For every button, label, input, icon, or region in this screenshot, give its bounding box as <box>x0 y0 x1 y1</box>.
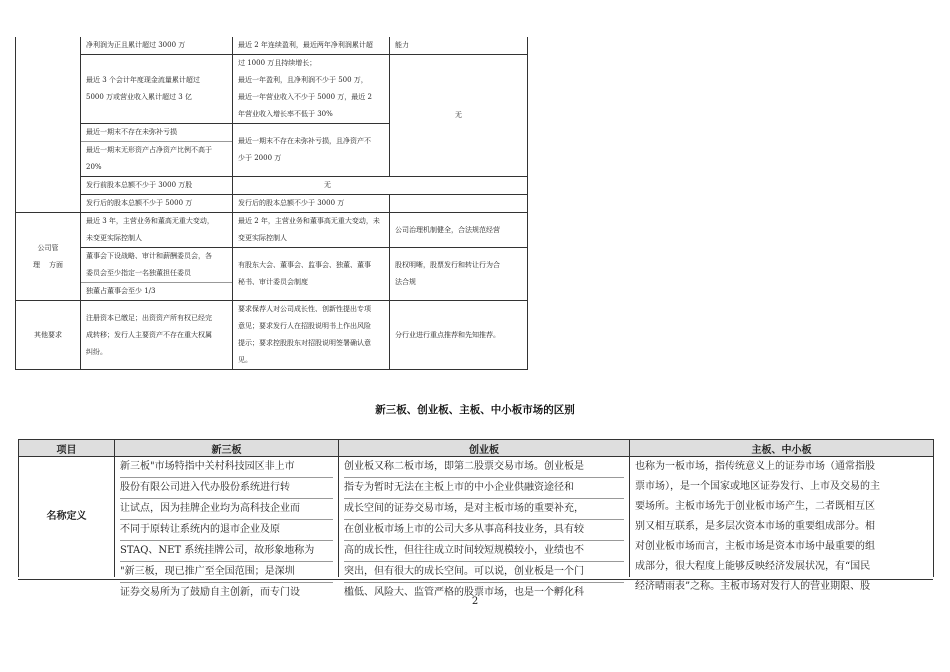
table-row <box>16 55 528 124</box>
cell-line: 要求保荐人对公司成长性、创新性提出专项 <box>238 305 371 313</box>
cell-line: 法合规 <box>395 278 416 286</box>
cell-line: 见。 <box>238 356 252 364</box>
cell-line: 在创业板市场上市的公司大多从事高科技业务，具有较 <box>344 520 624 541</box>
table-row <box>16 177 528 195</box>
column-header: 创业板 <box>339 440 630 457</box>
cell-line: 指专为暂时无法在主板上市的中小企业供融资途径和 <box>344 478 624 499</box>
table-cell <box>233 248 390 301</box>
table-row <box>19 457 934 578</box>
cell-line: 最近一期末不存在未弥补亏损 <box>81 124 232 142</box>
cell-text <box>635 457 928 592</box>
table-cell <box>233 55 390 124</box>
page-number: 2 <box>471 596 479 607</box>
cell-line: STAQ、NET 系统挂牌公司，故形象地称为 <box>120 541 333 562</box>
table-cell: 分行业进行重点推荐和先知推荐。 <box>390 301 528 370</box>
cell-line: 最近一年营业收入不少于 5000 万，最近 2 <box>238 93 372 101</box>
cell-line: 有股东大会、董事会、监事会、独董、董事 <box>238 261 371 269</box>
label-line: 公司管 <box>37 243 59 252</box>
table-cell: 无 <box>390 55 528 177</box>
table-cell: 公司治理机制健全，合法规范经营 <box>390 213 528 248</box>
cell-line: 成转移；发行人主要资产不存在重大权属 <box>86 330 212 339</box>
column-header: 新三板 <box>115 440 339 457</box>
cell-line: 也称为一板市场，指传统意义上的证券市场（通常指股 <box>635 461 875 472</box>
table-cell-xinsanban <box>115 457 339 598</box>
table-cell <box>81 301 233 370</box>
cell-line: 变更实际控制人 <box>238 234 287 242</box>
cell-line: 意见；要求发行人在招股说明书上作出风险 <box>238 322 371 330</box>
table-cell: 发行后的股本总额不少于 3000 万 <box>233 195 390 213</box>
row-label-cell <box>16 37 81 213</box>
table-cell: 净利润为正且累计超过 3000 万 <box>81 37 233 55</box>
table-cell <box>81 55 233 124</box>
cell-line: 5000 万或营业收入累计超过 3 亿 <box>86 93 192 101</box>
cell-line: 让试点，因为挂牌企业均为高科技企业而 <box>120 499 333 520</box>
cell-line: 董事会下设战略、审计和薪酬委员会，各 <box>86 252 212 260</box>
cell-line: 证券交易所为了鼓励自主创新，而专门设 <box>120 587 300 598</box>
cell-line: 成部分，很大程度上能够反映经济发展状况，有“国民 <box>635 561 871 572</box>
cell-line: 年营业收入增长率不低于 30% <box>238 110 333 118</box>
cell-line: 最近 2 年，主营业务和董事高无重大变动，未 <box>238 217 380 225</box>
cell-line: 最近一年盈利，且净利润不少于 500 万， <box>238 76 368 84</box>
cell-text <box>344 457 624 598</box>
cell-line: 票市场），是一个国家或地区证券发行、上市及交易的主 <box>635 481 880 492</box>
listing-requirements-table <box>15 37 528 370</box>
cell-line: 最近 3 年，主营业务和董高无重大变动， <box>86 217 214 225</box>
cell-line: 最近 3 个会计年度现金流量累计超过 <box>86 76 200 84</box>
cell-line: 少于 2000 万 <box>238 154 282 162</box>
cell-line: 对创业板市场而言，主板市场是资本市场中最重要的组 <box>635 541 875 552</box>
table-cell <box>390 248 528 301</box>
table-row <box>16 37 528 55</box>
table-row <box>16 213 528 248</box>
table-row <box>16 195 528 213</box>
cell-line: 过 1000 万且持续增长； <box>238 59 317 67</box>
other-label: 其他要求 <box>16 301 81 370</box>
cell-line: 股份有限公司进入代办股份系统进行转 <box>120 478 333 499</box>
cell-line: 未变更实际控制人 <box>86 234 142 242</box>
table-cell: 能力 <box>390 37 528 55</box>
cell-line: 创业板又称二板市场，即第二股票交易市场。创业板是 <box>344 457 624 478</box>
cell-line: 提示；要求控股股东对招股说明签署确认意 <box>238 339 371 347</box>
cell-line: 20% <box>86 163 102 171</box>
cell-line: 突出，但有很大的成长空间。可以说，创业板是一个门 <box>344 562 624 583</box>
table-cell: 最近 2 年连续盈利，最近两年净利润累计超 <box>233 37 390 55</box>
table-cell <box>81 124 233 177</box>
cell-text <box>120 457 333 598</box>
table-cell <box>390 195 528 213</box>
section-title: 新三板、创业板、主板、中小板市场的区别 <box>375 404 575 416</box>
cell-line: 要场所。主板市场先于创业板市场产生，二者既相互区 <box>635 501 875 512</box>
market-comparison-table <box>18 439 934 598</box>
cell-line: 秘书、审计委员会制度 <box>238 278 308 286</box>
table-cell <box>81 248 233 301</box>
cell-line: 高的成长性，但往往成立时间较短规模较小，业绩也不 <box>344 541 624 562</box>
cell-line: 独董占董事会至少 1/3 <box>86 287 156 295</box>
cell-line: 最近一期末无形资产占净资产比例不高于 <box>86 146 212 154</box>
cell-line: 最近一期末不存在未弥补亏损，且净资产不 <box>238 137 371 145</box>
cell-line: 别又相互联系，是多层次资本市场的重要组成部分。相 <box>635 521 875 532</box>
cell-line: 新三板"市场特指中关村科技园区非上市 <box>120 457 333 478</box>
table-cell <box>233 213 390 248</box>
table-row <box>16 301 528 370</box>
cell-line: 注册资本已缴足；出资资产所有权已经完 <box>86 313 212 322</box>
column-header: 项目 <box>19 440 115 457</box>
table-cell-zhuban <box>630 457 934 592</box>
cell-line: 股权明晰，股票发行和转让行为合 <box>395 261 500 269</box>
cell-line: "新三板，现已推广至全国范围；是深圳 <box>120 562 333 583</box>
cell-line: 槛低、风险大、监管严格的股票市场，也是一个孵化科 <box>344 587 584 598</box>
table-cell-chuangyeban <box>339 457 630 598</box>
cell-line: 成长空间的证券交易市场，是对主板市场的重要补充， <box>344 499 624 520</box>
table-cell: 无 <box>233 177 528 195</box>
table-header-row <box>19 440 934 457</box>
table-row <box>16 248 528 301</box>
table-cell <box>233 301 390 370</box>
cell-line: 纠纷。 <box>86 347 107 356</box>
table-cell: 发行前股本总额不少于 3000 万股 <box>81 177 233 195</box>
row-label: 名称定义 <box>19 457 115 578</box>
page-break-line <box>18 579 933 580</box>
column-header: 主板、中小板 <box>630 440 934 457</box>
table-cell <box>81 213 233 248</box>
label-line: 理 方面 <box>33 260 63 269</box>
cell-line: 经济晴雨表”之称。主板市场对发行人的营业期限、股 <box>635 581 871 592</box>
cell-line: 委员会至少指定一名独董担任委员 <box>81 265 232 283</box>
cell-line: 不同于原转让系统内的退市企业及原 <box>120 520 333 541</box>
table-cell <box>233 124 390 177</box>
governance-label <box>16 213 81 301</box>
table-cell: 发行后的股本总额不少于 5000 万 <box>81 195 233 213</box>
